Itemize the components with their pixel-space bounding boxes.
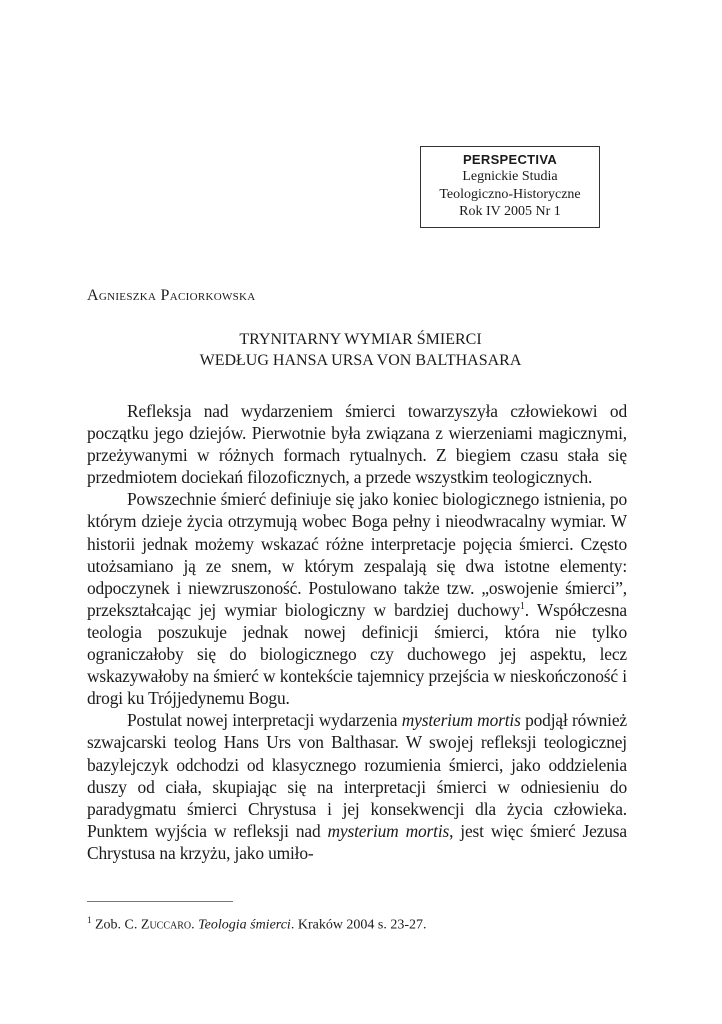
journal-issue-line: Rok IV 2005 Nr 1	[459, 204, 561, 219]
footnote-work-title: Teologia śmierci	[198, 917, 291, 933]
journal-name: PERSPECTIVA	[462, 152, 558, 167]
paragraph-3-part-a: Postulat nowej interpretacji wydarzenia	[127, 710, 402, 731]
paragraph-1: Refleksja nad wydarzeniem śmierci towarzyszyła człowiekowi od początku jego dziejów. Pierwotnie była związana z wierzeniami magicznymi, przeżywanymi w różnych formach rytualnych. Z biegiem czasu stała się przedmiotem dociekań filozoficznych, a przede wszystkim teologicznych.	[87, 401, 627, 488]
footnote	[87, 911, 427, 935]
paragraph-3-part-c: , jest więc śmierć Jezusa Chrystusa na krzyżu, jako umiło-	[87, 820, 627, 863]
footnote-reference[interactable]: 1	[519, 601, 525, 613]
journal-subtitle-line-2: Teologiczno-Historyczne	[439, 186, 581, 202]
footnote-post: . Kraków 2004 s. 23-27.	[290, 917, 427, 933]
paragraph-3-part-b: podjął również szwajcarski teolog Hans Urs von Balthasar. W swojej refleksji teologicznej bazylejczyk odchodzi od klasycznego rozumienia śmierci, jako oddzielenia duszy od ciała, skupiając się na interpretacji śmierci w odniesieniu do paradygmatu śmierci Chrystusa i jej konsekwencji dla życia człowieka. Punktem wyjścia w refleksji nad	[87, 710, 627, 841]
journal-info-box	[420, 146, 600, 228]
footnote-author: Zuccaro	[140, 917, 192, 933]
footnote-divider	[87, 901, 233, 902]
article-title	[87, 329, 634, 371]
article-title-line-2: WEDŁUG HANSA URSA VON BALTHASARA	[199, 352, 522, 369]
paragraph-3-italic-1: mysterium mortis	[401, 710, 521, 731]
author-name: Agnieszka Paciorkowska	[87, 287, 256, 304]
paragraph-3-italic-2: mysterium mortis	[327, 820, 450, 841]
footnote-mid: .	[191, 917, 199, 933]
footnote-number: 1	[87, 915, 92, 925]
paragraph-2-tail: . Współczesna teologia poszukuje jednak nowej definicji śmierci, która nie tylko ograniczałoby się do biologicznego czy duchowego jej aspektu, lecz wskazywałoby na śmierć w kontekście tajemnicy przejścia w nieskończoność i drogi ku Trójjedynemu Bogu.	[87, 599, 627, 709]
paragraph-2-text: Powszechnie śmierć definiuje się jako koniec biologicznego istnienia, po którym dzieje życia otrzymują wobec Boga pełny i nieodwracalny wymiar. W historii jednak możemy wskazać różne interpretacje pojęcia śmierci. Często utożsamiano ją ze snem, w którym zespalają się dwa istotne elementy: odpoczynek i niewzruszoność. Postulowano także tzw. „oswojenie śmierci”, przekształcając jej wymiar biologiczny w bardziej duchowy	[87, 489, 627, 620]
paragraph-3	[87, 709, 627, 864]
paragraph-2	[87, 488, 627, 709]
article-title-line-1: TRYNITARNY WYMIAR ŚMIERCI	[239, 331, 482, 348]
article-body	[87, 400, 627, 864]
journal-subtitle-line-1: Legnickie Studia	[462, 169, 558, 184]
footnote-pre: Zob. C.	[91, 917, 141, 933]
